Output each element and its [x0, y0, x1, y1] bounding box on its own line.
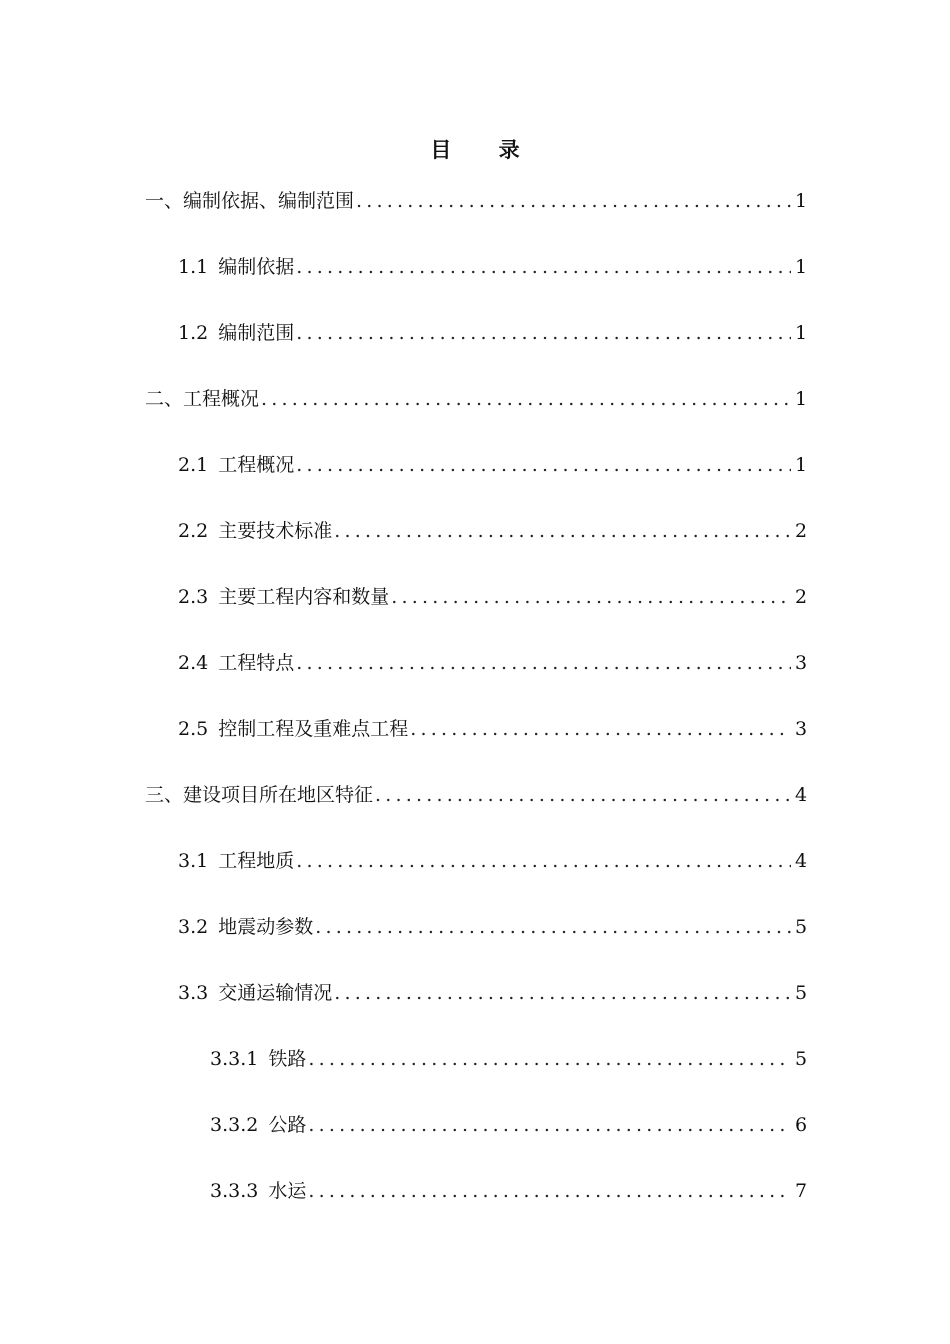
- dot-leader: [296, 251, 791, 283]
- toc-entry-page: 5: [795, 982, 808, 1004]
- toc-entry-3-1[interactable]: [178, 845, 808, 877]
- dot-leader: [391, 581, 791, 613]
- toc-entry-text: 一、编制依据、编制范围: [145, 190, 355, 212]
- dot-leader: [315, 911, 791, 943]
- toc-entry-1-2[interactable]: [178, 317, 808, 349]
- toc-entry-text: 编制范围: [218, 322, 295, 344]
- toc-entry-2-1[interactable]: [178, 449, 808, 481]
- toc-entry-text: 铁路: [268, 1048, 307, 1070]
- toc-entry-3-3-2[interactable]: [210, 1109, 808, 1141]
- toc-entry-2-3[interactable]: [178, 581, 808, 613]
- toc-entry-page: 1: [795, 454, 808, 476]
- dot-leader: [261, 383, 791, 415]
- toc-entry-text: 控制工程及重难点工程: [218, 718, 409, 740]
- toc-entry-text: 三、建设项目所在地区特征: [145, 784, 374, 806]
- toc-entry-section-1[interactable]: [145, 185, 808, 217]
- toc-entry-text: 编制依据: [218, 256, 295, 278]
- toc-title: 目 录: [430, 137, 540, 162]
- toc-entry-number: 3.1: [178, 850, 209, 872]
- toc-entry-number: 1.2: [178, 322, 209, 344]
- toc-entry-2-2[interactable]: [178, 515, 808, 547]
- toc-entry-number: 2.4: [178, 652, 209, 674]
- toc-entry-text: 水运: [268, 1180, 307, 1202]
- dot-leader: [375, 779, 791, 811]
- toc-entry-3-3-3[interactable]: [210, 1175, 808, 1207]
- toc-entry-number: 3.3.1: [210, 1048, 259, 1070]
- toc-entry-page: 1: [795, 388, 808, 410]
- dot-leader: [308, 1109, 791, 1141]
- dot-leader: [296, 317, 791, 349]
- toc-entry-1-1[interactable]: [178, 251, 808, 283]
- toc-entry-page: 5: [795, 1048, 808, 1070]
- toc-entry-2-4[interactable]: [178, 647, 808, 679]
- toc-entry-page: 4: [795, 850, 808, 872]
- toc-entry-text: 地震动参数: [218, 916, 314, 938]
- toc-entry-text: 交通运输情况: [218, 982, 333, 1004]
- dot-leader: [296, 449, 791, 481]
- toc-entry-page: 3: [795, 652, 808, 674]
- toc-entry-2-5[interactable]: [178, 713, 808, 745]
- toc-entry-text: 工程概况: [218, 454, 295, 476]
- toc-entry-number: 3.3.2: [210, 1114, 259, 1136]
- toc-entry-page: 2: [795, 520, 808, 542]
- toc-entry-text: 公路: [268, 1114, 307, 1136]
- dot-leader: [296, 647, 791, 679]
- toc-entry-number: 2.5: [178, 718, 209, 740]
- toc-entry-section-3[interactable]: [145, 779, 808, 811]
- toc-entry-page: 2: [795, 586, 808, 608]
- toc-entry-3-2[interactable]: [178, 911, 808, 943]
- toc-entry-3-3-1[interactable]: [210, 1043, 808, 1075]
- toc-entry-page: 1: [795, 322, 808, 344]
- toc-entry-page: 1: [795, 190, 808, 212]
- toc-entry-number: 2.1: [178, 454, 209, 476]
- toc-entry-3-3[interactable]: [178, 977, 808, 1009]
- toc-entry-text: 主要工程内容和数量: [218, 586, 390, 608]
- toc-entry-page: 4: [795, 784, 808, 806]
- dot-leader: [308, 1175, 791, 1207]
- dot-leader: [308, 1043, 791, 1075]
- toc-entry-text: 工程地质: [218, 850, 295, 872]
- toc-entry-page: 5: [795, 916, 808, 938]
- toc-entry-number: 2.3: [178, 586, 209, 608]
- toc-entry-page: 6: [795, 1114, 808, 1136]
- toc-entry-page: 1: [795, 256, 808, 278]
- toc-entry-number: 3.3.3: [210, 1180, 259, 1202]
- toc-entry-text: 二、工程概况: [145, 388, 260, 410]
- toc-entry-text: 主要技术标准: [218, 520, 333, 542]
- dot-leader: [334, 515, 791, 547]
- toc-entry-number: 1.1: [178, 256, 209, 278]
- dot-leader: [334, 977, 791, 1009]
- toc-entry-number: 3.2: [178, 916, 209, 938]
- toc-entry-page: 7: [795, 1180, 808, 1202]
- toc-entry-section-2[interactable]: [145, 383, 808, 415]
- dot-leader: [410, 713, 791, 745]
- toc-entry-page: 3: [795, 718, 808, 740]
- toc-entry-number: 3.3: [178, 982, 209, 1004]
- toc-entry-number: 2.2: [178, 520, 209, 542]
- dot-leader: [296, 845, 791, 877]
- dot-leader: [356, 185, 791, 217]
- toc-entry-text: 工程特点: [218, 652, 295, 674]
